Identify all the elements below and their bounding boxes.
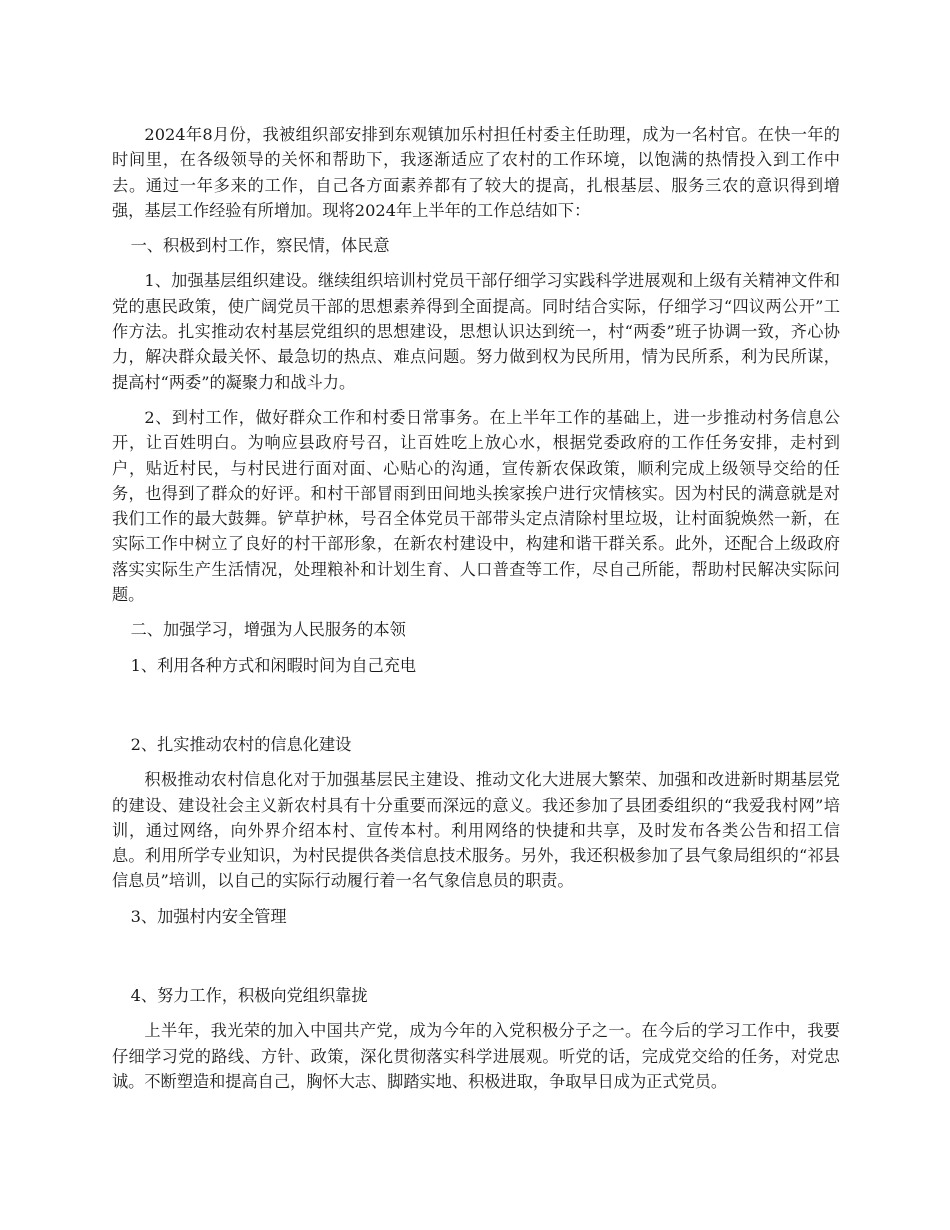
paragraph-party: 上半年，我光荣的加入中国共产党，成为今年的入党积极分子之一。在今后的学习工作中，我要仔细学习党的路线、方针、政策，深化贯彻落实科学进展观。听党的话，完成党交给的任务，对党忠诚。不断塑造和提高自己，胸怀大志、脚踏实地、积极进取，争取早日成为正式党员。: [112, 1021, 840, 1091]
paragraph-informatization: 积极推动农村信息化对于加强基层民主建设、推动文化大进展大繁荣、加强和改进新时期基层党的建设、建设社会主义新农村具有十分重要而深远的意义。我还参加了县团委组织的“我爱我村网”培训，通过网络，向外界介绍本村、宣传本村。利用网络的快捷和共享，及时发布各类公告和招工信息。利用所学专业知识，为村民提供各类信息技术服务。另外，我还积极参加了县气象局组织的“祁县信息员”培训，以自己的实际行动履行着一名气象信息员的职责。: [112, 770, 840, 891]
paragraph-village-work: 2、到村工作，做好群众工作和村委日常事务。在上半年工作的基础上，进一步推动村务信息公开，让百姓明白。为响应县政府号召，让百姓吃上放心水，根据党委政府的工作任务安排，走村到户，贴近村民，与村民进行面对面、心贴心的沟通，宣传新农保政策，顺利完成上级领导交给的任务，也得到了群众的好评。和村干部冒雨到田间地头挨家挨户进行灾情核实。因为村民的满意就是对我们工作的最大鼓舞。铲草护林，号召全体党员干部带头定点清除村里垃圾，让村面貌焕然一新，在实际工作中树立了良好的村干部形象，在新农村建设中，构建和谐干群关系。此外，还配合上级政府落实实际生产生活情况，处理粮补和计划生育、人口普查等工作，尽自己所能，帮助村民解决实际问题。: [112, 407, 840, 605]
subheading-party: 4、努力工作，积极向党组织靠拢: [130, 986, 368, 1006]
paragraph-organization-building: 1、加强基层组织建设。继续组织培训村党员干部仔细学习实践科学进展观和上级有关精神文件和党的惠民政策，使广阔党员干部的思想素养得到全面提高。同时结合实际，仔细学习“四议两公开”工作方法。扎实推动农村基层党组织的思想建设，思想认识达到统一，村“两委”班子协调一致，齐心协力，解决群众最关怀、最急切的热点、难点问题。努力做到权为民所用，情为民所系，利为民所谋，提高村“两委”的凝聚力和战斗力。: [112, 271, 840, 392]
subheading-self-study: 1、利用各种方式和闲暇时间为自己充电: [130, 655, 417, 675]
section-heading-1: 一、积极到村工作，察民情，体民意: [130, 236, 390, 256]
subheading-informatization: 2、扎实推动农村的信息化建设: [130, 734, 352, 754]
blank-spacer: [112, 939, 840, 973]
document-page: [112, 122, 840, 1104]
intro-paragraph: 2024年8月份，我被组织部安排到东观镇加乐村担任村委主任助理，成为一名村官。在快一年的时间里，在各级领导的关怀和帮助下，我逐渐适应了农村的工作环境，以饱满的热情投入到工作中去。通过一年多来的工作，自己各方面素养都有了较大的提高，扎根基层、服务三农的意识得到增强，基层工作经验有所增加。现将2024年上半年的工作总结如下：: [112, 125, 840, 220]
section-heading-2: 二、加强学习，增强为人民服务的本领: [130, 620, 406, 640]
subheading-safety: 3、加强村内安全管理: [130, 906, 287, 926]
blank-spacer: [112, 688, 840, 722]
